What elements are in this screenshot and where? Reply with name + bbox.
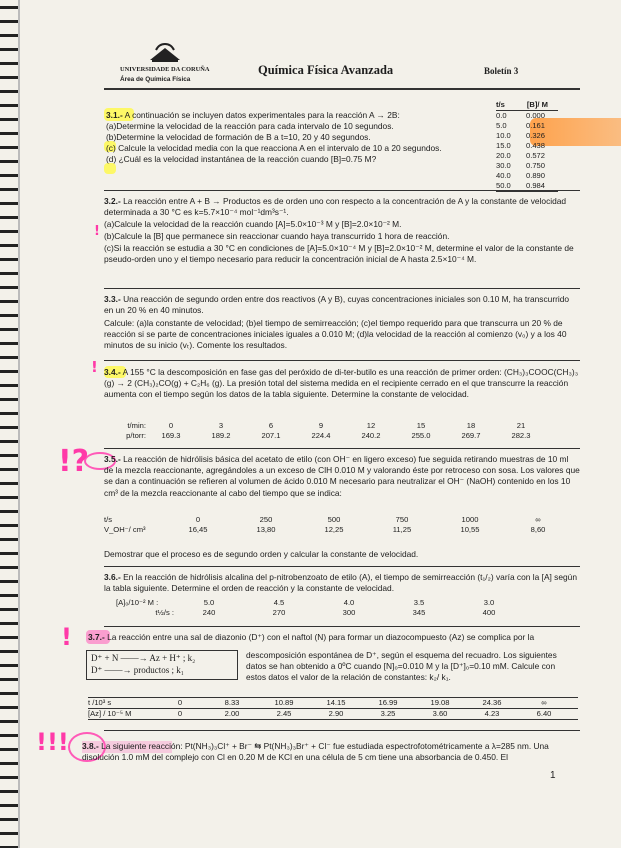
table-cell: 0.0 [496,111,507,120]
table-cell: 9 [318,421,324,430]
table-cell: 10.0 [496,131,511,140]
row-label: t/s [104,515,113,524]
table-cell: 2.90 [328,709,344,718]
table-cell: 8.33 [224,698,240,707]
problem-number: 3.7.- [88,632,105,642]
table-cell: 8,60 [530,525,546,534]
problem-number: 3.3.- [104,294,121,304]
problem-number: 3.8.- [82,741,99,751]
problem-demo: Demostrar que el proceso es de segundo orden y calcular la constante de velocidad. [104,549,419,559]
table-cell: 0 [177,698,183,707]
table-cell: 0.438 [526,141,546,150]
table-cell: 282.3 [511,431,531,440]
table-cell: 30.0 [496,161,511,170]
table-row [496,111,558,121]
table-cell: 169.3 [161,431,181,440]
table-cell: 13,80 [256,525,276,534]
table-cell: 21 [516,421,526,430]
problem-3-6 [104,572,580,594]
col-header: t/s [496,100,505,109]
divider [104,626,580,627]
table-cell: 3.25 [380,709,396,718]
data-table-3-1 [496,100,558,192]
part-c: (c) Calcule la velocidad media con la que reacciona A en el intervalo de 10 a 20 segundos. [106,143,442,153]
problem-intro: A continuación se incluyen datos experimentales para la reacción A → 2B: [124,110,400,120]
table-cell: 15 [416,421,426,430]
table-cell: 6 [268,421,274,430]
data-table-3-5 [104,515,572,535]
table-cell: 16,45 [188,525,208,534]
table-cell: 300 [342,608,356,617]
table-cell: 0.984 [526,181,546,190]
divider [104,566,580,567]
table-cell: 24.36 [482,698,502,707]
problem-3-2 [104,196,580,218]
table-cell: 255.0 [411,431,431,440]
table-cell: 20.0 [496,151,511,160]
table-cell: 5.0 [496,121,507,130]
table-cell: 19.08 [430,698,450,707]
table-cell: 189.2 [211,431,231,440]
table-cell: 240.2 [361,431,381,440]
row-label: V_OH⁻/ cm³ [104,525,146,534]
table-cell: 224.4 [311,431,331,440]
table-cell: 0.572 [526,151,546,160]
table-cell: 1000 [461,515,479,524]
table-row [496,141,558,151]
problem-number: 3.1.- [106,110,123,120]
problem-text: La siguiente reacción: Pt(NH₃)₃Cl⁺ + Br⁻ ⇆ Pt(NH₃)₃Br⁺ + Cl⁻ fue estudiada espectrofotométricamente a λ=285 nm. Una disolución 1.0 mM del complejo con Cl en 0.20 M de KCl en una célula de 5 cm tiene una absorbancia de 0.450. El [82,741,549,763]
table-row [496,161,558,171]
area-name: Área de Química Física [120,76,191,83]
divider [104,730,580,731]
table-cell: 4.23 [484,709,500,718]
table-cell: 2.00 [224,709,240,718]
exclamation-marks: !!! [36,728,69,756]
table-cell: 0.000 [526,111,546,120]
problem-intro: Una reacción de segundo orden entre dos reactivos (A y B), cuyas concentraciones iniciales son 0.10 M, ha transcurrido en un 20 % en 40 minutos. [104,294,570,316]
problem-3-5 [104,454,580,499]
table-cell: 3 [218,421,224,430]
table-cell: 50.0 [496,181,511,190]
exclamation-mark: ! [61,623,72,651]
table-cell: 12,25 [324,525,344,534]
table-cell: 207.1 [261,431,281,440]
problem-intro: La reacción entre A + B → Productos es de orden uno con respecto a la concentración de A y la constante de velocidad determinada a 30 °C es k=5.7×10⁻⁴ mol⁻¹dm³s⁻¹. [104,196,567,218]
table-cell: 3.5 [413,598,425,607]
row-label: [A]₀/10⁻² M : [116,598,159,607]
problem-3-4 [104,367,580,401]
part-c: (c)Si la reacción se estudia a 30 °C en condiciones de [A]=5.0×10⁻⁴ M y [B]=2.0×10⁻² M, determine el valor de la constante de pseudo-orden uno y el tiempo necesario para reducir la concentración inicial de A hasta 2.5×10⁻⁴ M. [104,243,574,265]
table-row [496,171,558,181]
table-cell: 6.40 [536,709,552,718]
course-title: Química Física Avanzada [258,63,394,77]
exclamation-marks: !? [58,444,90,479]
table-cell: 0 [195,515,201,524]
divider [104,190,580,191]
table-cell: 0.161 [526,121,546,130]
table-row [496,121,558,131]
table-cell: 14.15 [326,698,346,707]
part-a: (a)Determine la velocidad de la reacción para cada intervalo de 10 segundos. [106,121,394,131]
problem-3-3 [104,294,580,316]
part-b: (b)Determine la velocidad de formación de B a t=10, 20 y 40 segundos. [106,132,371,142]
data-table-3-4 [104,421,546,441]
table-cell: 16.99 [378,698,398,707]
problem-intro: A 155 °C la descomposición en fase gas del peróxido de di-ter-butilo es una reacción de primer orden: (CH₃)₃COOC(CH₃)₃ (g) → 2 (CH₃)₂CO(g) + C₂H₆ (g). La presión total del sistema medida en el recipiente cerrado en el que transcurre la reacción aumenta con el tiempo según los datos de la tabla siguiente. Determine la constante de velocidad. [104,367,579,400]
table-cell: 40.0 [496,171,511,180]
problem-intro: La reacción de hidrólisis básica del acetato de etilo (con OH⁻ en ligero exceso) fue seguida retirando muestras de 10 ml de la mezcla reaccionante, agregándoles a un exceso de ClH 0.010 M y valorando éste por retroceso con sosa. Los valores que se dan a continuación se refieren al volumen de ácido 0.010 M necesario para neutralizar el OH⁻ (NaOH) contenido en los 10 cm³ de la mezcla reaccionante al cabo del tiempo que se indica: [104,454,580,498]
problem-calc: Calcule: (a)la constante de velocidad; (b)el tiempo de semirreacción; (c)el tiempo requerido para que transcurra un 20 % de reacción si se parte de concentraciones iniciales iguales a 0.010 M; (d)la velocidad de la reacción al comienzo (v₀) y a los 40 minutos de su inicio (vₜ). Comente los resultados. [104,318,567,351]
exclamation-mark: ! [91,358,98,376]
scheme-line: D⁺ + N ——→ Az + H⁺ ; k₂ [91,653,196,663]
table-cell: 12 [366,421,376,430]
problem-intro-rest: descomposición espontánea de D⁺, según el esquema del recuadro. Los siguientes datos se han obtenido a 0ºC cuando [N]₀=0.010 M y la [D⁺]₀=0.10 mM. Calcule con estos datos el valor de la relación de constantes: k₂/ k₁. [246,650,557,683]
university-name: UNIVERSIDADE DA CORUÑA [120,66,210,73]
reaction-scheme-box [86,650,238,680]
table-cell: 0.890 [526,171,546,180]
table-row [496,131,558,141]
university-logo [148,42,182,64]
problem-3-8 [82,741,578,763]
row-label: [Az] / 10⁻⁵ M [88,709,132,718]
data-table-3-6 [116,598,524,618]
row-label: t /10³ s [88,698,112,707]
problem-number: 3.2.- [104,196,121,206]
table-cell: 250 [259,515,273,524]
table-cell: 0 [177,709,183,718]
table-row [496,151,558,161]
col-header: [B]/ M [526,100,548,109]
table-cell: 269.7 [461,431,481,440]
table-cell: 500 [327,515,341,524]
table-cell: 5.0 [203,598,215,607]
table-cell: 3.0 [483,598,495,607]
table-cell: 11,25 [392,525,412,534]
row-label: t/min: [127,421,146,430]
bulletin-label: Boletín 3 [484,66,519,76]
row-label: t½/s : [155,608,174,617]
problem-intro: En la reacción de hidrólisis alcalina del p-nitrobenzoato de etilo (A), el tiempo de semirreacción (t₁/₂) varía con la [A] según la tabla siguiente. Determine el orden de reacción y la constante de velocidad. [104,572,577,594]
part-d: (d) ¿Cuál es la velocidad instantánea de la reacción cuando [B]=0.75 M? [106,154,377,164]
scheme-line: D⁺ ——→ productos ; k₁ [91,665,184,675]
table-cell: ∞ [541,698,547,707]
problem-3-1 [106,110,400,121]
table-cell: 10.89 [274,698,294,707]
table-cell: ∞ [535,515,541,524]
table-cell: 2.45 [276,709,292,718]
problem-number: 3.5.- [104,454,121,464]
problem-number: 3.6.- [104,572,121,582]
header-rule [104,88,580,90]
part-a: (a)Calcule la velocidad de la reacción cuando [A]=5.0×10⁻³ M y [B]=2.0×10⁻² M. [104,219,402,229]
table-cell: 10,55 [460,525,480,534]
table-cell: 0.750 [526,161,546,170]
table-cell: 18 [466,421,476,430]
divider [104,360,580,361]
spiral-binding [0,0,20,848]
table-cell: 345 [412,608,426,617]
row-label: p/torr: [126,431,146,440]
table-cell: 0 [168,421,174,430]
table-cell: 15.0 [496,141,511,150]
data-table-3-7 [88,697,578,720]
part-b: (b)Calcule la [B] que permanece sin reaccionar cuando haya transcurrido 1 hora de reacción. [104,231,450,241]
exclamation-mark: ! [94,224,100,239]
divider [104,288,580,289]
table-cell: 0.326 [526,131,546,140]
problem-3-7 [88,632,534,643]
table-cell: 400 [482,608,496,617]
problem-intro: La reacción entre una sal de diazonio (D⁺) con el naftol (N) para formar un diazocompuesto (Az) se complica por la [107,632,535,642]
page-number: 1 [550,770,556,781]
table-cell: 4.0 [343,598,355,607]
problem-number: 3.4.- [104,367,121,377]
table-cell: 3.60 [432,709,448,718]
table-cell: 750 [395,515,409,524]
table-cell: 270 [272,608,286,617]
divider [104,448,580,449]
table-cell: 240 [202,608,216,617]
table-cell: 4.5 [273,598,285,607]
